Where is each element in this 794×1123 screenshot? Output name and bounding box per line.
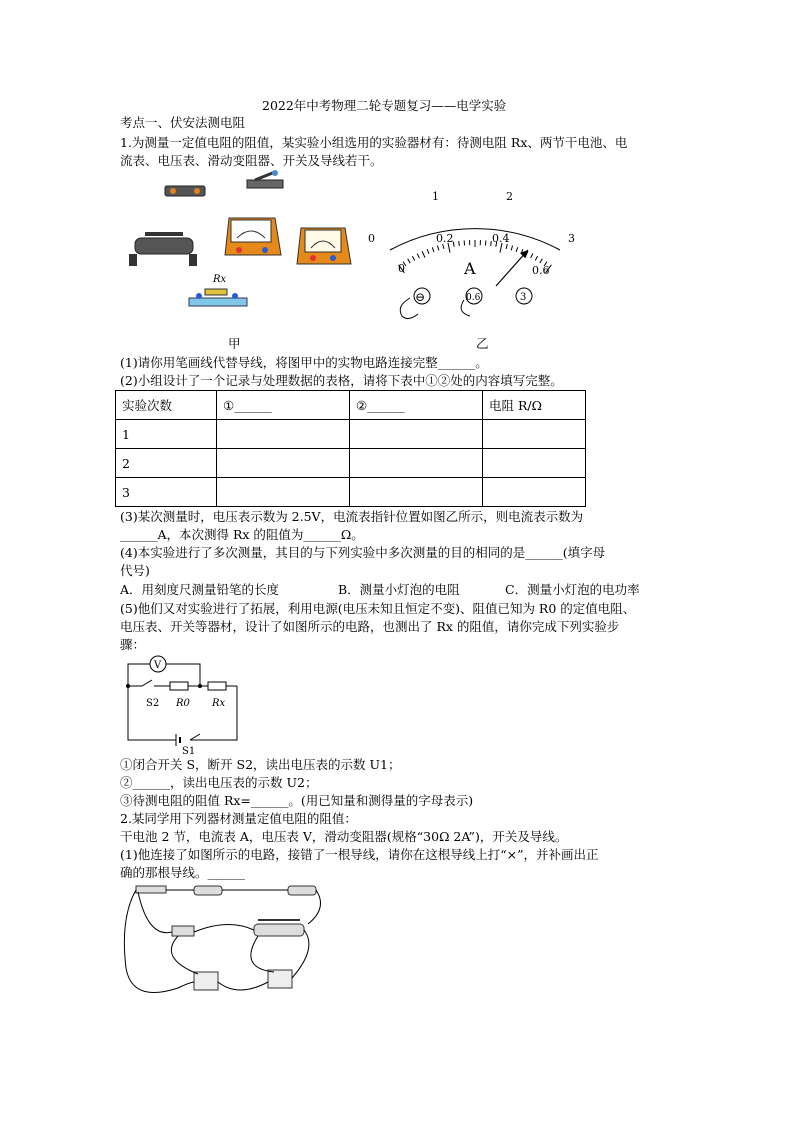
svg-text:0.6: 0.6 [466,293,481,303]
dial-tick [412,256,414,260]
lower-scale-04: 0.4 [492,232,510,245]
step-1: ①闭合开关 S，断开 S2，读出电压表的示数 U1； [120,757,401,772]
ammeter-icon [268,970,292,988]
switch-icon [247,170,283,188]
r0-label: R0 [176,698,190,709]
table-header: 电阻 R/Ω [483,391,586,420]
switch-s1-label: S1 [182,746,196,757]
resistor-icon [172,926,194,936]
table-cell [350,478,483,507]
option-b: B．测量小灯泡的电阻 [338,582,460,597]
dial-tick [432,247,434,252]
option-a: A．用刻度尺测量铅笔的长度 [120,582,280,597]
voltmeter-icon [194,972,218,990]
record-table [115,390,586,507]
figure-label-jia: 甲 [228,336,241,351]
rheostat-icon [129,232,197,266]
figure-ammeter-dial [360,180,590,330]
q1-part3-line1: (3)某次测量时，电压表示数为 2.5V，电流表指针位置如图乙所示，则电流表示数为 [120,509,584,524]
q1-part5-line1: (5)他们又对实验进行了拓展，利用电源(电压未知且恒定不变)、阻值已知为 R0 的定值电阻、 [120,601,636,616]
step-2: ②______，读出电压表的示数 U2； [120,775,318,790]
svg-text:3: 3 [520,292,527,303]
step-3: ③待测电阻的阻值 Rx=______。(用已知量和测得量的字母表示) [120,793,474,808]
battery-icon [194,886,222,895]
table-cell [217,478,350,507]
dial-tick [459,241,460,246]
table-row [116,478,586,507]
dial-tick [535,256,537,260]
q1-stem-line1: 1.为测量一定值电阻的阻值，某实验小组选用的实验器材有：待测电阻 Rx、两节干电池、电 [120,135,628,150]
table-row [116,420,586,449]
figure-label-yi: 乙 [476,336,489,351]
table-header: ②______ [350,391,483,420]
q1-part5-line2: 电压表、开关等器材，设计了如图所示的电路，也测出了 Rx 的阻值，请你完成下列实验步 [120,619,620,634]
resistor-label: Rx [213,274,227,285]
ammeter-icon [297,228,351,264]
table-header: 实验次数 [116,391,217,420]
table-cell [483,449,586,478]
q2-stem: 2.某同学用下列器材测量定值电阻的阻值： [120,811,357,826]
table-cell: 3 [116,478,217,507]
table-cell [217,449,350,478]
wiring-figure [118,878,328,1008]
dial-tick [408,259,411,263]
lower-scale-02: 0.2 [436,232,454,245]
q1-part4-line1: (4)本实验进行了多次测量，其目的与下列实验中多次测量的目的相同的是______(填字母 [120,545,606,560]
lower-scale-0: 0 [398,262,405,275]
dial-tick [422,251,425,257]
table-row [116,449,586,478]
section-heading: 考点一、伏安法测电阻 [120,115,246,130]
table-cell: 2 [116,449,217,478]
q1-part1: (1)请你用笔画线代替导线，将图甲中的实物电路连接完整______。 [120,355,488,370]
q1-part4-line2: 代号) [120,563,150,578]
rx-label: Rx [212,698,226,709]
q1-part2: (2)小组设计了一个记录与处理数据的表格，请将下表中①②处的内容填写完整。 [120,373,563,388]
switch-s2-label: S2 [146,698,160,709]
option-c: C．测量小灯泡的电功率 [505,582,640,597]
q1-part5-line3: 骤： [120,637,146,652]
table-header-row [116,391,586,420]
table-cell [483,478,586,507]
switch-icon [136,886,166,893]
table-header: ①______ [217,391,350,420]
q1-part3-line2: ______A，本次测得 Rx 的阻值为______Ω。 [120,527,364,542]
svg-text:V: V [154,660,162,671]
dial-tick [427,249,429,254]
table-cell [350,449,483,478]
q1-stem-line2: 流表、电压表、滑动变阻器、开关及导线若干。 [120,153,383,168]
figure-apparatus [125,170,365,320]
resistor-rx [208,682,226,690]
table-cell [350,420,483,449]
dial-tick [516,247,518,252]
svg-text:⊖: ⊖ [415,290,426,304]
upper-scale-2: 2 [506,190,513,203]
page-title: 2022年中考物理二轮专题复习——电学实验 [262,98,507,113]
upper-scale-1: 1 [432,190,439,203]
voltmeter-icon [225,218,281,255]
dial-tick [417,254,419,258]
q2-part1-line2: 确的那根导线。______ [120,865,246,880]
resistor-r0 [170,682,188,690]
unit-label: A [464,259,476,278]
dial-tick [511,246,512,251]
table-cell [483,420,586,449]
resistor-rx-icon [189,289,247,306]
upper-scale-0: 0 [368,232,375,245]
table-cell: 1 [116,420,217,449]
dial-tick [540,259,543,263]
q2-part1-line1: (1)他连接了如图所示的电路，接错了一根导线，请你在这根导线上打“×”，并补画出正 [120,847,599,862]
circuit-diagram [120,654,250,757]
battery-holder-icon [165,186,205,196]
upper-scale-3: 3 [568,232,575,245]
lower-scale-06: 0.6 [532,264,550,277]
battery-icon [288,886,316,895]
dial-tick [437,246,438,251]
rheostat-icon [254,924,304,936]
dial-tick [531,254,533,258]
q2-equipment: 干电池 2 节，电流表 A，电压表 V，滑动变阻器(规格“30Ω 2A”)，开关及导线。 [120,829,568,844]
table-cell [217,420,350,449]
